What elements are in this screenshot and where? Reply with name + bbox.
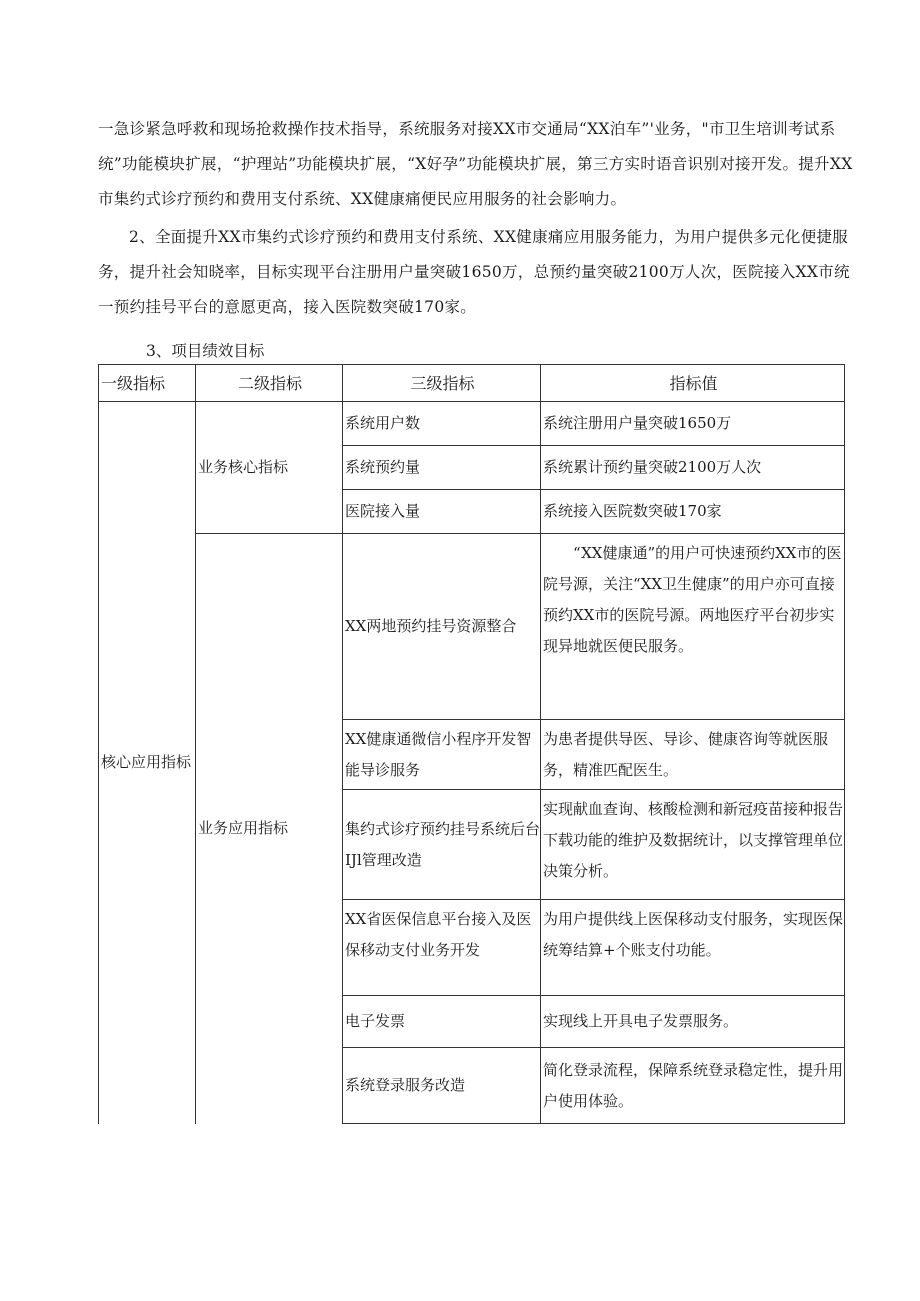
level2-cell: 业务核心指标 bbox=[196, 402, 343, 534]
table-header-row bbox=[99, 365, 845, 402]
section-heading: 3、项目绩效目标 bbox=[146, 342, 265, 360]
value-cell: 系统接入医院数突破170家 bbox=[541, 490, 845, 534]
header-level1: 一级指标 bbox=[99, 365, 196, 402]
level3-cell: 系统用户数 bbox=[343, 402, 541, 446]
level3-cell: 医院接入量 bbox=[343, 490, 541, 534]
performance-target-table bbox=[98, 364, 845, 1124]
value-cell: 实现线上开具电子发票服务。 bbox=[541, 996, 845, 1048]
level3-cell: 系统登录服务改造 bbox=[343, 1048, 541, 1124]
level3-cell: 电子发票 bbox=[343, 996, 541, 1048]
level3-cell: XX两地预约挂号资源整合 bbox=[343, 534, 541, 720]
level3-cell: XX省医保信息平台接入及医保移动支付业务开发 bbox=[343, 900, 541, 996]
value-cell: 实现献血查询、核酸检测和新冠疫苗接种报告下载功能的维护及数据统计，以支撑管理单位决策分析。 bbox=[541, 790, 845, 900]
table-row bbox=[99, 402, 845, 446]
value-cell: 为患者提供导医、导诊、健康咨询等就医服务，精准匹配医生。 bbox=[541, 720, 845, 790]
header-level2: 二级指标 bbox=[196, 365, 343, 402]
table-row bbox=[99, 534, 845, 720]
value-cell: 简化登录流程，保障系统登录稳定性，提升用户使用体验。 bbox=[541, 1048, 845, 1124]
level1-cell: 核心应用指标 bbox=[99, 402, 196, 1124]
header-level3: 三级指标 bbox=[343, 365, 541, 402]
value-cell: “XX健康通”的用户可快速预约XX市的医院号源，关注“XX卫生健康”的用户亦可直接预约XX市的医院号源。两地医疗平台初步实现异地就医便民服务。 bbox=[541, 534, 845, 720]
value-cell: 系统累计预约量突破2100万人次 bbox=[541, 446, 845, 490]
level2-cell: 业务应用指标 bbox=[196, 534, 343, 1124]
paragraph-2: 2、全面提升XX市集约式诊疗预约和费用支付系统、XX健康痛应用服务能力，为用户提供多元化便捷服务，提升社会知晓率，目标实现平台注册用户量突破1650万，总预约量突破2100万人次，医院接入XX市统一预约挂号平台的意愿更高，接入医院数突破170家。 bbox=[98, 228, 850, 316]
header-value: 指标值 bbox=[541, 365, 845, 402]
value-cell: 为用户提供线上医保移动支付服务，实现医保统筹结算+个账支付功能。 bbox=[541, 900, 845, 996]
level3-cell: 系统预约量 bbox=[343, 446, 541, 490]
level3-cell: XX健康通微信小程序开发智能导诊服务 bbox=[343, 720, 541, 790]
value-cell: 系统注册用户量突破1650万 bbox=[541, 402, 845, 446]
level3-cell: 集约式诊疗预约挂号系统后台IJl管理改造 bbox=[343, 790, 541, 900]
paragraph-1: 一急诊紧急呼救和现场抢救操作技术指导，系统服务对接XX市交通局“XX泊车”'业务，"市卫生培训考试系统”功能模块扩展，“护理站”功能模块扩展，“X好孕”功能模块扩展，第三方实时语音识别对接开发。提升XX市集约式诊疗预约和费用支付系统、XX健康痛便民应用服务的社会影响力。 bbox=[98, 120, 853, 208]
